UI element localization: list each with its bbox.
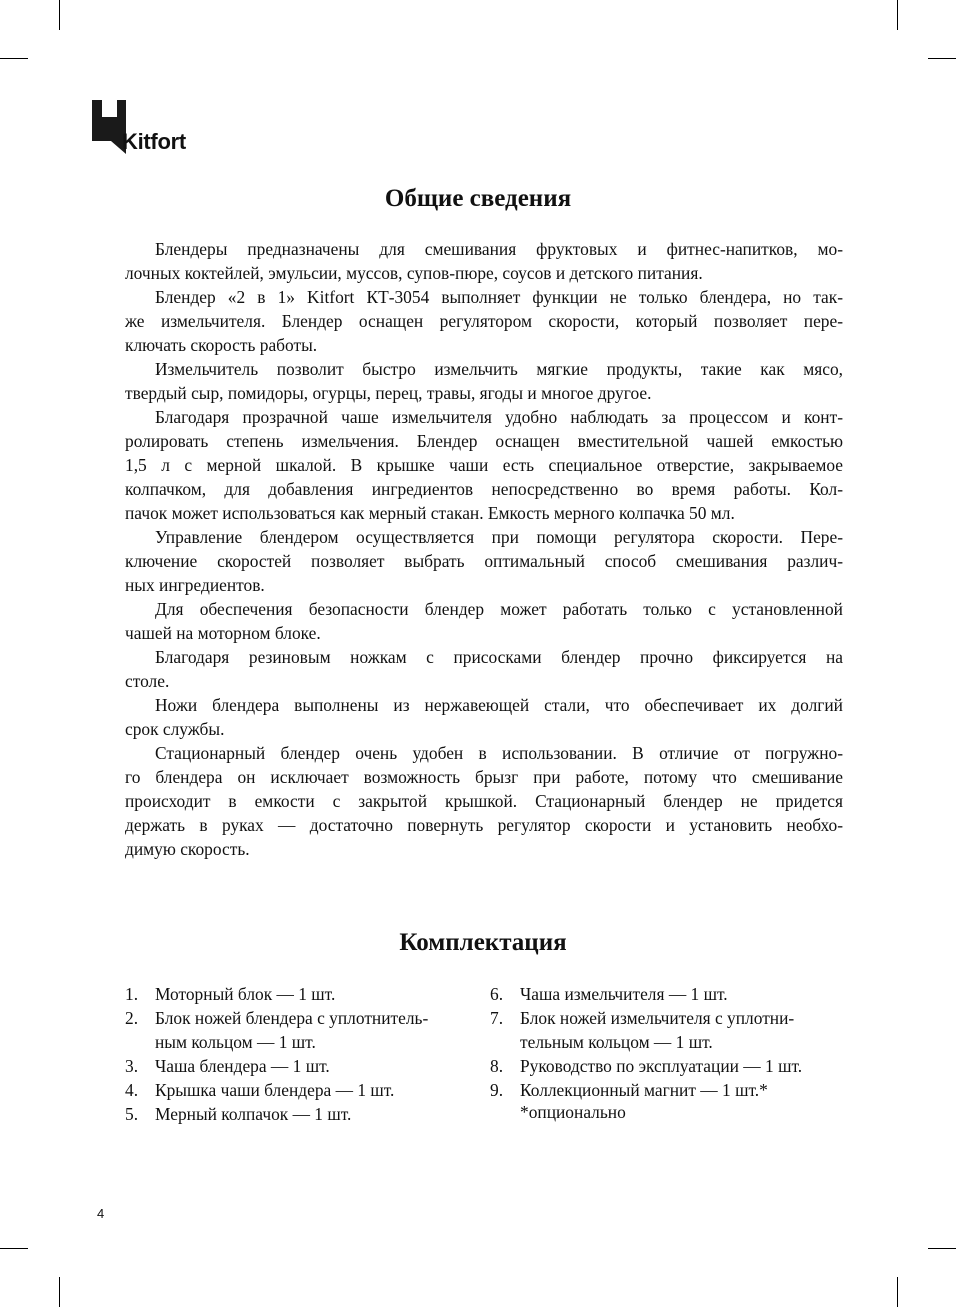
kitfort-logo-icon [90,100,126,156]
list-item [125,1078,475,1102]
list-item-text: Моторный блок — 1 шт. [155,984,336,1004]
text-line: Блендеры предназначены для смешивания фруктовых и фитнес-напитков, мо- [155,239,843,259]
text-line: чашей на моторном блоке. [125,623,321,643]
text-line: пачок может использоваться как мерный стакан. Емкость мерного колпачка 50 мл. [125,503,735,523]
text-line: ключение скоростей позволяет выбрать оптимальный способ смешивания различ- [125,551,843,571]
list-item [125,1054,475,1078]
text-line: Для обеспечения безопасности блендер может работать только с установленной [155,599,843,619]
text-line: 1,5 л с мерной шкалой. В крышке чаши есть специальное отверстие, закрываемое [125,455,843,475]
list-item [490,1054,840,1078]
list-item-number: 3. [125,1056,139,1076]
text-line: ролировать степень измельчения. Блендер оснащен вместительной чашей емкостью [125,431,843,451]
text-line: Стационарный блендер очень удобен в использовании. В отличие от погружно- [155,743,843,763]
paragraph [125,357,843,405]
text-line: ключать скорость работы. [125,335,318,355]
list-item [125,982,475,1006]
text-line: ных ингредиентов. [125,575,265,595]
brand-name: Kitfort [122,129,186,154]
page-number: 4 [97,1206,105,1221]
list-item-text: ным кольцом — 1 шт. [155,1032,316,1052]
text-line: происходит в емкости с закрытой крышкой. Стационарный блендер не придется [125,791,843,811]
list-item [490,982,840,1006]
text-line: Благодаря прозрачной чаше измельчителя удобно наблюдать за процессом и конт- [155,407,843,427]
crop-mark [897,1277,898,1307]
paragraph [125,285,843,357]
text-line: Блендер «2 в 1» Kitfort КТ-3054 выполняет функции не только блендера, но так- [155,287,843,307]
paragraph [125,525,843,597]
list-item-number: 7. [490,1008,504,1028]
section-title-kit: Комплектация [399,929,567,956]
list-item [490,1078,840,1102]
crop-mark [897,0,898,30]
paragraph [125,741,843,861]
text-line: столе. [125,671,170,691]
paragraph [125,405,843,525]
list-item-text: Коллекционный магнит — 1 шт.* [520,1080,768,1100]
list-item-text: Блок ножей измельчителя с уплотни- [520,1008,795,1028]
crop-mark [59,1277,60,1307]
crop-mark [0,58,28,59]
text-line: Управление блендером осуществляется при помощи регулятора скорости. Пере- [155,527,843,547]
list-item-text: Блок ножей блендера с уплотнитель- [155,1008,429,1028]
kit-footnote: *опционально [520,1102,626,1122]
list-item-number: 1. [125,984,139,1004]
text-line: срок службы. [125,719,225,739]
list-item [490,1006,840,1054]
paragraph [125,237,843,285]
crop-mark [928,1248,956,1249]
crop-mark [59,0,60,30]
text-line: держать в руках — достаточно повернуть регулятор скорости и установить необхо- [125,815,843,835]
text-line: димую скорость. [125,839,250,859]
text-line: твердый сыр, помидоры, огурцы, перец, травы, ягоды и многое другое. [125,383,652,403]
list-item-text: Руководство по эксплуатации — 1 шт. [520,1056,803,1076]
list-item [125,1006,475,1054]
text-line: Измельчитель позволит быстро измельчить мягкие продукты, такие как мясо, [155,359,843,379]
list-item [125,1102,475,1126]
section-title-general: Общие сведения [384,185,572,212]
general-info-text [125,237,843,861]
crop-mark [928,58,956,59]
list-item-number: 8. [490,1056,504,1076]
brand-logo [90,100,210,160]
text-line: Ножи блендера выполнены из нержавеющей стали, что обеспечивает их долгий [155,695,843,715]
text-line: колпачком, для добавления ингредиентов непосредственно во время работы. Кол- [125,479,843,499]
paragraph [125,693,843,741]
list-item-text: тельным кольцом — 1 шт. [520,1032,713,1052]
list-item-text: Чаша блендера — 1 шт. [155,1056,330,1076]
list-item-text: Чаша измельчителя — 1 шт. [520,984,728,1004]
list-item-number: 2. [125,1008,139,1028]
text-line: лочных коктейлей, эмульсии, муссов, супов-пюре, соусов и детского питания. [125,263,703,283]
list-item-number: 4. [125,1080,139,1100]
text-line: го блендера он исключает возможность брызг при работе, потому что смешивание [125,767,843,787]
kit-list-left [125,982,475,1126]
crop-mark [0,1248,28,1249]
paragraph [125,645,843,693]
text-line: Благодаря резиновым ножкам с присосками блендер прочно фиксируется на [155,647,843,667]
text-line: же измельчителя. Блендер оснащен регулятором скорости, который позволяет пере- [125,311,843,331]
list-item-text: Крышка чаши блендера — 1 шт. [155,1080,395,1100]
list-item-number: 5. [125,1104,139,1124]
paragraph [125,597,843,645]
kit-list-right [490,982,840,1102]
list-item-text: Мерный колпачок — 1 шт. [155,1104,352,1124]
list-item-number: 9. [490,1080,504,1100]
list-item-number: 6. [490,984,504,1004]
